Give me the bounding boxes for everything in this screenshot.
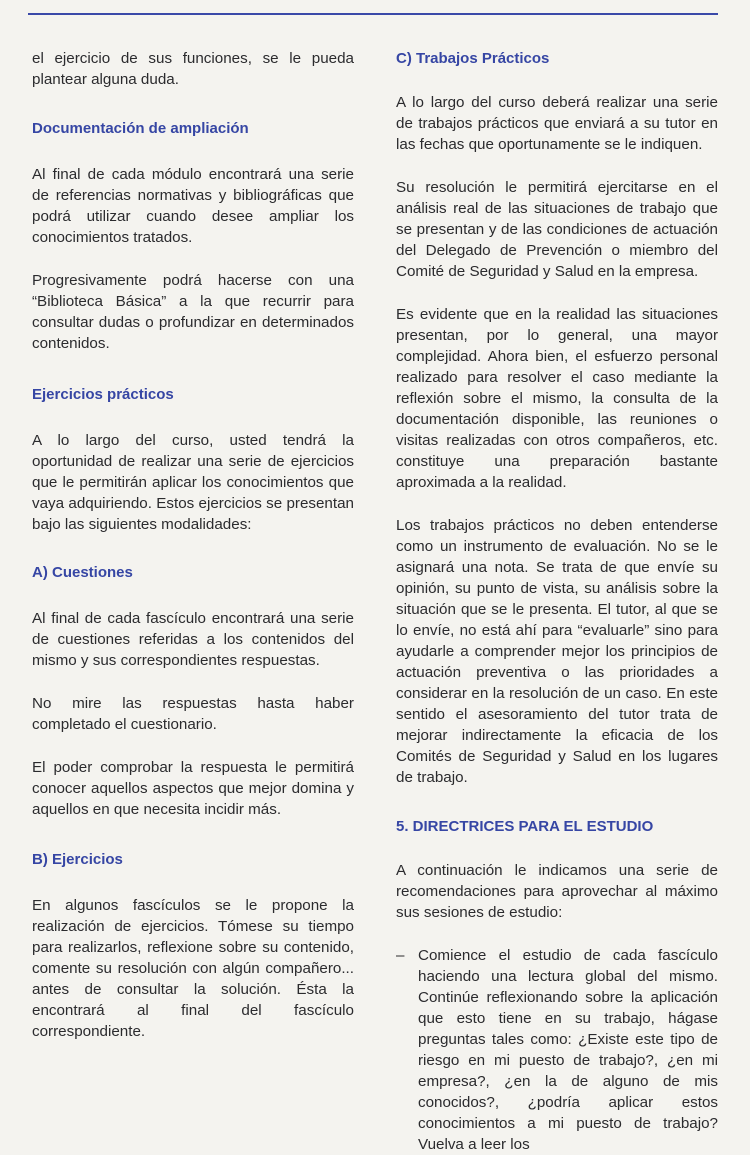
heading-documentacion: Documentación de ampliación [32, 120, 249, 137]
intro-paragraph: el ejercicio de sus funciones, se le pueda plantear alguna duda. [32, 50, 354, 88]
bullet-text: Comience el estudio de cada fascículo haciendo una lectura global del mismo. Continúe reflexionando sobre la aplicación que esto tiene en su trabajo, hágase preguntas tales como: ¿Existe este tipo de riesgo en mi puesto de trabajo?, ¿en mi empresa?, ¿en la de alguno de mis conocidos?, ¿podría aplicar estos conocimientos a mi puesto de trabajo? Vuelva a leer los [418, 947, 718, 1153]
trabajos-paragraph-4: Los trabajos prácticos no deben entenderse como un instrumento de evaluación. No se le asignará una nota. Se trata de que envíe su opinión, su punto de vista, su análisis sobre la situación que se le presenta. El tutor, al que se lo envíe, no está ahí para “evaluarle” sino para ayudarle a comprender mejor los principios de actuación preventiva o las prioridades a considerar en la resolución de un caso. En este sentido el asesoramiento del tutor trata de mejorar indirectamente la eficacia de los Comités de Seguridad y Salud en los lugares de trabajo. [396, 517, 718, 786]
ejercicios-b-paragraph: En algunos fascículos se le propone la realización de ejercicios. Tómese su tiempo para realizarlos, reflexione sobre su contenido, comente su resolución con algún compañero... antes de consultar la solución. Ésta la encontrará al final del fascículo correspondiente. [32, 897, 354, 1040]
cuestiones-paragraph-3: El poder comprobar la respuesta le permitirá conocer aquellos aspectos que mejor domina y aquellos en que necesita incidir más. [32, 759, 354, 818]
top-rule [28, 13, 718, 15]
cuestiones-paragraph-1: Al final de cada fascículo encontrará una serie de cuestiones referidas a los contenidos del mismo y sus correspondientes respuestas. [32, 610, 354, 669]
list-item [396, 945, 718, 1155]
trabajos-paragraph-1: A lo largo del curso deberá realizar una serie de trabajos prácticos que enviará a su tutor en las fechas que oportunamente se le indiquen. [396, 94, 718, 153]
trabajos-paragraph-3: Es evidente que en la realidad las situaciones presentan, por lo general, una mayor complejidad. Ahora bien, el esfuerzo personal realizado para resolver el caso mediante la reflexión sobre el mismo, la consulta de la documentación disponible, las reuniones o visitas realizadas con otros compañeros, etc. constituye una preparación bastante aproximada a la realidad. [396, 306, 718, 491]
directrices-paragraph: A continuación le indicamos una serie de recomendaciones para aprovechar al máximo sus sesiones de estudio: [396, 862, 718, 921]
heading-ejercicios: B) Ejercicios [32, 851, 123, 868]
heading-directrices: 5. DIRECTRICES PARA EL ESTUDIO [396, 818, 654, 835]
cuestiones-paragraph-2: No mire las respuestas hasta haber completado el cuestionario. [32, 695, 354, 733]
doc-paragraph-1: Al final de cada módulo encontrará una serie de referencias normativas y bibliográficas que podrá utilizar cuando desee ampliar los conocimientos tratados. [32, 166, 354, 246]
heading-ejercicios-practicos: Ejercicios prácticos [32, 386, 174, 403]
right-column [396, 48, 718, 1155]
doc-paragraph-2: Progresivamente podrá hacerse con una “Biblioteca Básica” a la que recurrir para consultar dudas o profundizar en determinados contenidos. [32, 272, 354, 352]
ejercicios-paragraph: A lo largo del curso, usted tendrá la oportunidad de realizar una serie de ejercicios que le permitirán aplicar los conocimientos que vaya adquiriendo. Estos ejercicios se presentan bajo las siguientes modalidades: [32, 432, 354, 533]
trabajos-paragraph-2: Su resolución le permitirá ejercitarse en el análisis real de las situaciones de trabajo que se presentan y de las condiciones de actuación del Delegado de Prevención o miembro del Comité de Seguridad y Salud en la empresa. [396, 179, 718, 280]
heading-cuestiones: A) Cuestiones [32, 564, 133, 581]
heading-trabajos-practicos: C) Trabajos Prácticos [396, 50, 550, 67]
left-column [32, 48, 354, 1064]
bullet-dash: – [396, 947, 405, 964]
